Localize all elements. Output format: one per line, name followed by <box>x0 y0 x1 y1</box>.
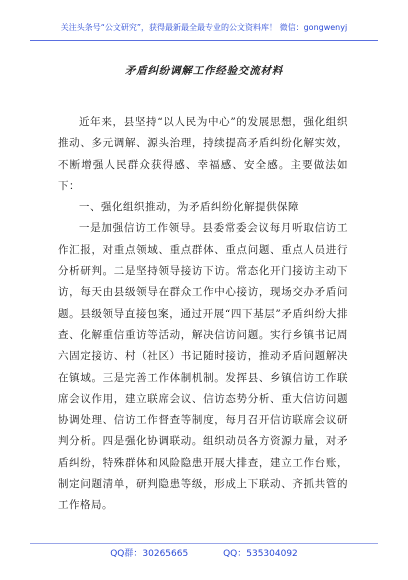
footer-divider <box>30 543 378 544</box>
header-banner: 关注头条号“公文研究”，获得最新最全最专业的公文资料库！ 微信：gongwenyj <box>60 23 348 32</box>
footer-contact <box>0 546 408 559</box>
footer-qq-number: QQ：535304092 <box>223 549 298 559</box>
header-divider <box>30 40 378 41</box>
footer-qq-group: QQ群：30265665 <box>110 549 189 559</box>
paragraph-body: 一是加强信访工作领导。县委常委会议每月听取信访工作汇报，对重点领域、重点群体、重点问题、重点人员进行分析研判。二是坚持领导接访下访。常态化开门接访主动下访，每天由县级领导在群众工作中心接访，现场交办矛盾问题。县级领导直接包案，通过开展“四下基层”矛盾纠纷大排查、化解重信重访等活动，解决信访问题。实行乡镇书记周六固定接访、村（社区）书记随时接访，推动矛盾问题解决在镇域。三是完善工作体制机制。发挥县、乡镇信访工作联席会议作用，建立联席会议、信访态势分析、重大信访问题协调处理、信访工作督查等制度，每月召开信访联席会议研判分析。四是强化协调联动。组织动员各方资源力量，对矛盾纠纷，特殊群体和风险隐患开展大排查，建立工作台账，制定问题清单，研判隐患等级，形成上下联动、齐抓共管的工作格局。 <box>58 222 348 512</box>
paragraph-intro: 近年来，县坚持“以人民为中心”的发展思想，强化组织推动、多元调解、源头治理，持续提高矛盾纠纷化解实效，不断增强人民群众获得感、幸福感、安全感。主要做法如下： <box>58 116 348 192</box>
document-body <box>58 112 348 517</box>
document-title: 矛盾纠纷调解工作经验交流材料 <box>124 65 284 77</box>
section-heading: 一、强化组织推动，为矛盾纠纷化解提供保障 <box>79 201 299 214</box>
